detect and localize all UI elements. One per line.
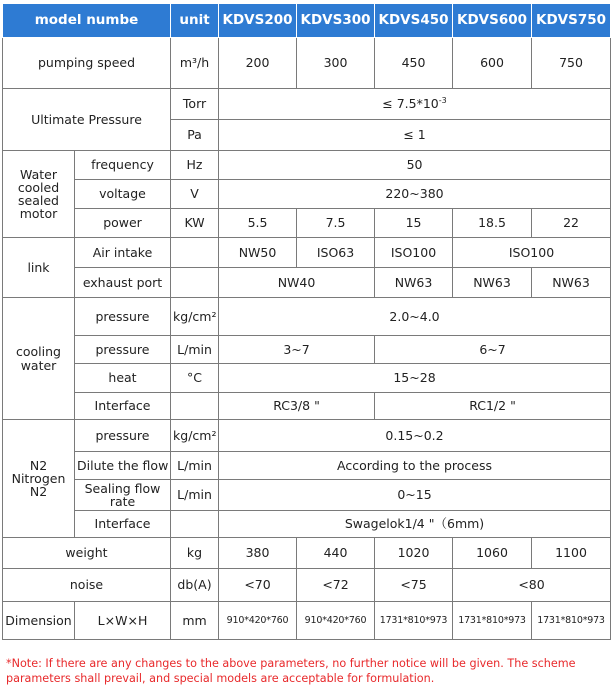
weight-value-5: 1100	[532, 538, 611, 569]
motor-power-value-4: 18.5	[453, 209, 532, 238]
motor-frequency-label: frequency	[75, 151, 171, 180]
motor-power-value-5: 22	[532, 209, 611, 238]
ultimate-pressure-pa-unit: Pa	[171, 120, 219, 151]
weight-label: weight	[3, 538, 171, 569]
nitrogen-interface-value: Swagelok1/4 "（6mm)	[219, 511, 611, 538]
cooling-pressure-flow-unit: L/min	[171, 336, 219, 364]
ultimate-pressure-torr-exponent: -3	[438, 96, 447, 106]
link-air-intake-value-4: ISO100	[453, 238, 611, 268]
link-air-intake-value-1: NW50	[219, 238, 297, 268]
nitrogen-pressure-unit: kg/cm²	[171, 420, 219, 452]
link-exhaust-value-4: NW63	[532, 268, 611, 298]
motor-voltage-unit: V	[171, 180, 219, 209]
nitrogen-sealing-row	[3, 480, 611, 511]
nitrogen-sealing-unit: L/min	[171, 480, 219, 511]
cooling-pressure-flow-value-1: 3~7	[219, 336, 375, 364]
pumping-speed-value-2: 300	[297, 38, 375, 89]
motor-power-row	[3, 209, 611, 238]
motor-frequency-value: 50	[219, 151, 611, 180]
nitrogen-label: N2 Nitrogen N2	[3, 420, 75, 538]
header-model-5: KDVS750	[532, 4, 611, 38]
link-air-intake-unit	[171, 238, 219, 268]
dimension-value-5: 1731*810*973	[532, 602, 611, 640]
pumping-speed-value-3: 450	[375, 38, 453, 89]
cooling-interface-value-2: RC1/2 "	[375, 393, 611, 420]
header-unit-label: unit	[171, 4, 219, 38]
dimension-value-2: 910*420*760	[297, 602, 375, 640]
nitrogen-dilute-row	[3, 452, 611, 480]
link-exhaust-row	[3, 268, 611, 298]
cooling-water-label: cooling water	[3, 298, 75, 420]
nitrogen-dilute-value: According to the process	[219, 452, 611, 480]
footnote: *Note: If there are any changes to the above parameters, no further notice will be given. The scheme parameters shall prevail, and special models are acceptable for formulation.	[6, 657, 576, 685]
cooling-heat-value: 15~28	[219, 364, 611, 393]
link-exhaust-label: exhaust port	[75, 268, 171, 298]
ultimate-pressure-torr-row	[3, 89, 611, 120]
pumping-speed-row	[3, 38, 611, 89]
noise-value-4: <80	[453, 569, 611, 602]
nitrogen-interface-label: Interface	[75, 511, 171, 538]
nitrogen-interface-row	[3, 511, 611, 538]
header-model-3: KDVS450	[375, 4, 453, 38]
header-model-4: KDVS600	[453, 4, 532, 38]
motor-voltage-label: voltage	[75, 180, 171, 209]
weight-value-1: 380	[219, 538, 297, 569]
dimension-value-1: 910*420*760	[219, 602, 297, 640]
pumping-speed-value-4: 600	[453, 38, 532, 89]
header-row	[3, 4, 611, 38]
spec-table	[2, 3, 611, 640]
pumping-speed-label: pumping speed	[3, 38, 171, 89]
motor-power-value-1: 5.5	[219, 209, 297, 238]
link-exhaust-value-2: NW63	[375, 268, 453, 298]
cooling-interface-value-1: RC3/8 "	[219, 393, 375, 420]
cooling-pressure-kg-label: pressure	[75, 298, 171, 336]
nitrogen-pressure-value: 0.15~0.2	[219, 420, 611, 452]
weight-unit: kg	[171, 538, 219, 569]
cooling-pressure-kg-row	[3, 298, 611, 336]
nitrogen-sealing-label: Sealing flow rate	[75, 480, 171, 511]
cooling-heat-label: heat	[75, 364, 171, 393]
link-exhaust-unit	[171, 268, 219, 298]
motor-voltage-value: 220~380	[219, 180, 611, 209]
ultimate-pressure-label: Ultimate Pressure	[3, 89, 171, 151]
weight-value-4: 1060	[453, 538, 532, 569]
header-model-2: KDVS300	[297, 4, 375, 38]
link-air-intake-value-2: ISO63	[297, 238, 375, 268]
ultimate-pressure-torr-base: ≤ 7.5*10	[382, 96, 439, 112]
motor-frequency-unit: Hz	[171, 151, 219, 180]
noise-row	[3, 569, 611, 602]
motor-power-unit: KW	[171, 209, 219, 238]
nitrogen-pressure-row	[3, 420, 611, 452]
ultimate-pressure-torr-value	[219, 89, 611, 120]
motor-power-value-2: 7.5	[297, 209, 375, 238]
noise-value-3: <75	[375, 569, 453, 602]
header-model-1: KDVS200	[219, 4, 297, 38]
nitrogen-sealing-value: 0~15	[219, 480, 611, 511]
noise-value-1: <70	[219, 569, 297, 602]
cooling-pressure-flow-row	[3, 336, 611, 364]
pumping-speed-value-5: 750	[532, 38, 611, 89]
cooling-heat-unit: °C	[171, 364, 219, 393]
link-exhaust-value-3: NW63	[453, 268, 532, 298]
cooling-pressure-kg-unit: kg/cm²	[171, 298, 219, 336]
dimension-row	[3, 602, 611, 640]
motor-power-value-3: 15	[375, 209, 453, 238]
dimension-unit: mm	[171, 602, 219, 640]
weight-value-2: 440	[297, 538, 375, 569]
nitrogen-dilute-label: Dilute the flow	[75, 452, 171, 480]
motor-label: Water cooled sealed motor	[3, 151, 75, 238]
noise-value-2: <72	[297, 569, 375, 602]
link-air-intake-value-3: ISO100	[375, 238, 453, 268]
cooling-interface-unit	[171, 393, 219, 420]
pumping-speed-value-1: 200	[219, 38, 297, 89]
cooling-pressure-flow-label: pressure	[75, 336, 171, 364]
dimension-value-4: 1731*810*973	[453, 602, 532, 640]
dimension-sub-label: L×W×H	[75, 602, 171, 640]
motor-power-label: power	[75, 209, 171, 238]
cooling-heat-row	[3, 364, 611, 393]
header-model-label: model numbe	[3, 4, 171, 38]
cooling-interface-label: Interface	[75, 393, 171, 420]
cooling-interface-row	[3, 393, 611, 420]
dimension-label: Dimension	[3, 602, 75, 640]
link-air-intake-row	[3, 238, 611, 268]
dimension-value-3: 1731*810*973	[375, 602, 453, 640]
nitrogen-pressure-label: pressure	[75, 420, 171, 452]
motor-voltage-row	[3, 180, 611, 209]
pumping-speed-unit: m³/h	[171, 38, 219, 89]
cooling-pressure-flow-value-2: 6~7	[375, 336, 611, 364]
link-label: link	[3, 238, 75, 298]
ultimate-pressure-torr-unit: Torr	[171, 89, 219, 120]
weight-row	[3, 538, 611, 569]
noise-label: noise	[3, 569, 171, 602]
noise-unit: db(A)	[171, 569, 219, 602]
link-exhaust-value-1: NW40	[219, 268, 375, 298]
link-air-intake-label: Air intake	[75, 238, 171, 268]
nitrogen-interface-unit	[171, 511, 219, 538]
motor-frequency-row	[3, 151, 611, 180]
ultimate-pressure-pa-value: ≤ 1	[219, 120, 611, 151]
cooling-pressure-kg-value: 2.0~4.0	[219, 298, 611, 336]
nitrogen-dilute-unit: L/min	[171, 452, 219, 480]
weight-value-3: 1020	[375, 538, 453, 569]
